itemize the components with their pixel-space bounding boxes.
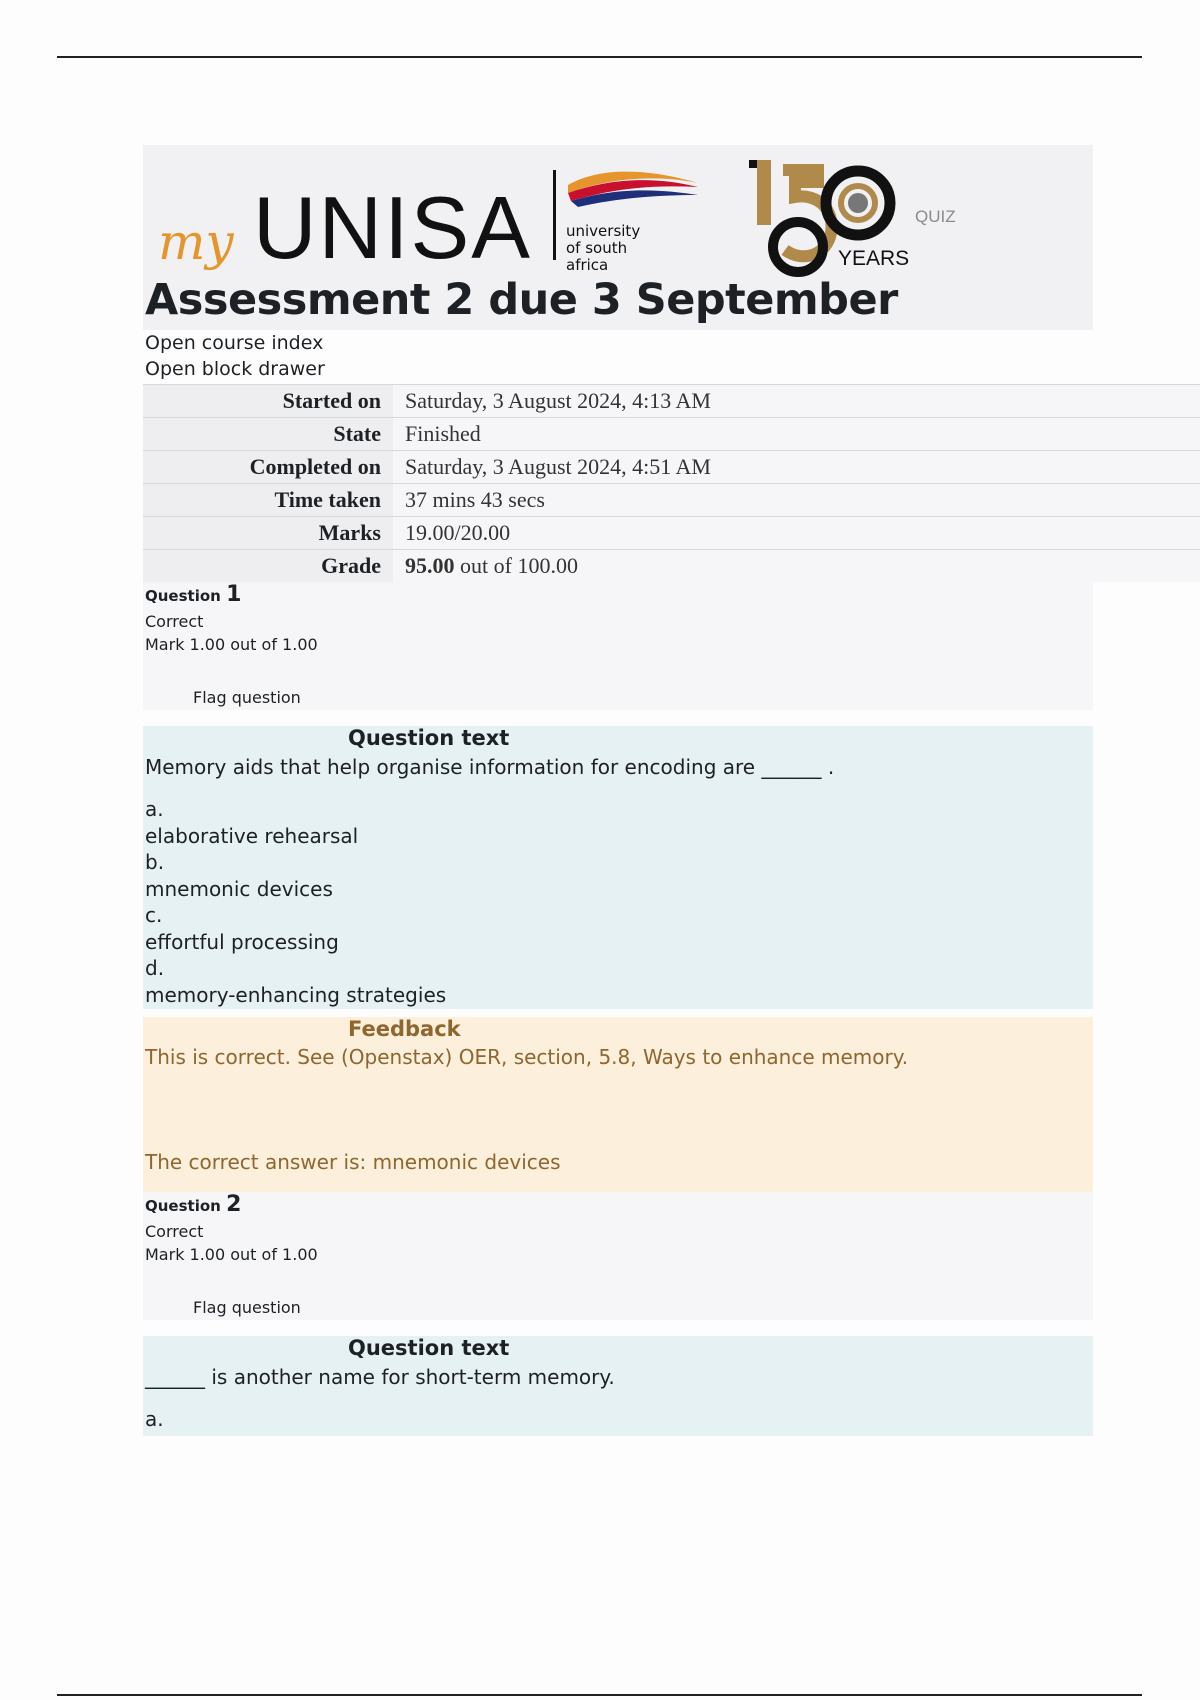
- feedback-heading: Feedback: [348, 1017, 461, 1041]
- bottom-rule: [57, 1694, 1142, 1696]
- logo-divider: [553, 170, 556, 260]
- answer-option[interactable]: mnemonic devices: [145, 876, 333, 901]
- answer-option[interactable]: memory-enhancing strategies: [145, 982, 447, 1007]
- question-1-formulation: [143, 726, 1093, 1009]
- answer-letter: b.: [145, 850, 165, 874]
- summary-label: Completed on: [143, 451, 393, 484]
- question-2-formulation: [143, 1336, 1093, 1436]
- open-course-index-link[interactable]: Open course index: [145, 332, 324, 354]
- flag-question-button[interactable]: Flag question: [193, 1298, 301, 1317]
- question-text: Memory aids that help organise information for encoding are ______ .: [145, 755, 835, 779]
- summary-value: 19.00/20.00: [393, 517, 1200, 550]
- logo-unisa-text: UNISA: [253, 178, 532, 277]
- summary-label: State: [143, 418, 393, 451]
- badge-years-text: YEARS: [838, 247, 910, 270]
- question-state: Correct: [145, 612, 204, 631]
- question-number: Question 1: [145, 582, 242, 607]
- answer-options: [143, 1390, 1093, 1433]
- flag-question-button[interactable]: Flag question: [193, 688, 301, 707]
- summary-value: 37 mins 43 secs: [393, 484, 1200, 517]
- answer-letter: a.: [145, 1407, 164, 1431]
- summary-label: Grade: [143, 550, 393, 583]
- open-block-drawer-link[interactable]: Open block drawer: [145, 358, 325, 380]
- summary-label: Time taken: [143, 484, 393, 517]
- question-1-feedback: [143, 1017, 1093, 1192]
- summary-row-marks: [143, 517, 1200, 550]
- page-content: [143, 145, 1093, 1436]
- banner: [143, 145, 1093, 330]
- grade-out-of: out of 100.00: [454, 553, 578, 578]
- grade-value: 95.00: [405, 553, 455, 578]
- answer-letter: d.: [145, 956, 165, 980]
- question-text-heading: Question text: [348, 1336, 510, 1360]
- attempt-summary-table: [143, 384, 1200, 582]
- question-1-info: [143, 582, 1093, 710]
- question-state: Correct: [145, 1222, 204, 1241]
- question-text-heading: Question text: [348, 726, 510, 750]
- summary-row-state: [143, 418, 1200, 451]
- logo-university-text: university of south africa: [566, 222, 641, 274]
- question-grade: Mark 1.00 out of 1.00: [145, 1245, 318, 1264]
- question-2-info: [143, 1192, 1093, 1320]
- summary-value: [393, 550, 1200, 583]
- badge-quiz-text: QUIZ: [915, 207, 956, 226]
- summary-label: Started on: [143, 385, 393, 418]
- answer-option[interactable]: elaborative rehearsal: [145, 823, 359, 848]
- summary-value: Finished: [393, 418, 1200, 451]
- answer-letter: a.: [145, 797, 164, 821]
- question-number: Question 2: [145, 1192, 242, 1217]
- answer-option[interactable]: effortful processing: [145, 929, 339, 954]
- question-text: ______ is another name for short-term memory.: [145, 1365, 615, 1389]
- answer-options: [143, 780, 1093, 1008]
- summary-value: Saturday, 3 August 2024, 4:51 AM: [393, 451, 1200, 484]
- summary-row-started: [143, 385, 1200, 418]
- summary-label: Marks: [143, 517, 393, 550]
- logo-my-text: my: [158, 213, 234, 271]
- feedback-text: This is correct. See (Openstax) OER, section, 5.8, Ways to enhance memory.: [145, 1045, 909, 1069]
- summary-row-completed: [143, 451, 1200, 484]
- top-rule: [57, 56, 1142, 58]
- summary-value: Saturday, 3 August 2024, 4:13 AM: [393, 385, 1200, 418]
- correct-answer-text: The correct answer is: mnemonic devices: [145, 1150, 561, 1174]
- page-title: Assessment 2 due 3 September: [145, 275, 898, 325]
- summary-row-time-taken: [143, 484, 1200, 517]
- unisa-flag-icon: [563, 165, 703, 215]
- answer-letter: c.: [145, 903, 163, 927]
- summary-row-grade: [143, 550, 1200, 583]
- question-grade: Mark 1.00 out of 1.00: [145, 635, 318, 654]
